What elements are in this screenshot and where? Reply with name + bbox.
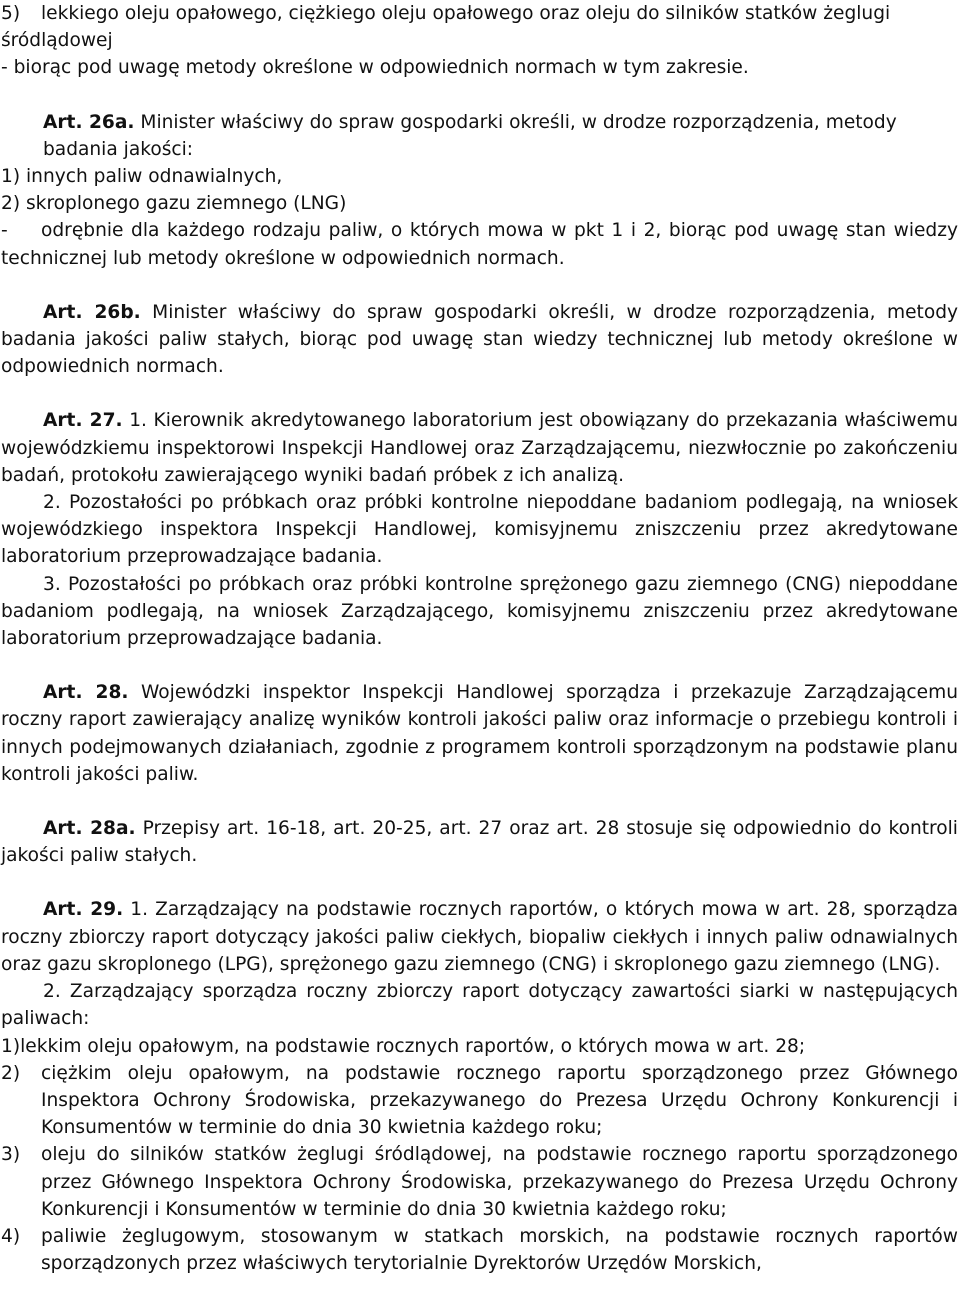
list-number: 3): [1, 1144, 21, 1166]
list-text: paliwie żeglugowym, stosowanym w statkach morskich, na podstawie rocznych raportów sporządzonych przez właściwych terytorialnie Dyrektorów Urzędów Morskich,: [41, 1225, 958, 1275]
article-label: Art. 28.: [43, 682, 129, 704]
list-item: 2) skroplonego gazu ziemnego (LNG): [1, 193, 347, 215]
article-27-para-1: Art. 27. 1. Kierownik akredytowanego laboratorium jest obowiązany do przekazania właściwemu wojewódzkiemu inspektorowi Inspekcji Handlowej oraz Zarządzającemu, niezwłocznie po zakończeniu badań, protokołu zawierającego wyniki badań próbek z ich analizą.: [1, 410, 958, 486]
list-text: oleju do silników statków żeglugi śródlądowej, na podstawie rocznego raportu sporządzonego przez Głównego Inspektora Ochrony Środowiska, przekazywanego do Prezesa Urzędu Ochrony Konkurencji i Konsumentów w terminie do dnia 30 kwietnia każdego roku;: [41, 1144, 958, 1220]
article-text: Minister właściwy do spraw gospodarki określi, w drodze rozporządzenia, metody badania jakości:: [43, 111, 897, 160]
article-26a: [1, 109, 958, 163]
article-text: Minister właściwy do spraw gospodarki określi, w drodze rozporządzenia, metody badania jakości paliw stałych, biorąc pod uwagę stan wiedzy technicznej lub metody określone w odpowiednich normach.: [1, 301, 959, 378]
article-28a: Art. 28a. Przepisy art. 16-18, art. 20-25, art. 27 oraz art. 28 stosuje się odpowiednio do kontroli jakości paliw stałych.: [1, 818, 958, 867]
list-item-1: 1)lekkim oleju opałowym, na podstawie rocznych raportów, o których mowa w art. 28;: [1, 1035, 806, 1057]
list-item-4: [1, 1223, 958, 1277]
article-29-para-1: Art. 29. 1. Zarządzający na podstawie rocznych raportów, o których mowa w art. 28, sporządza roczny zbiorczy raport dotyczący jakości paliw ciekłych, biopaliw ciekłych i innych paliw odnawialnych oraz gazu skroplonego (LPG), sprężonego gazu ziemnego (CNG) i skroplonego gazu ziemnego (LNG).: [1, 899, 958, 975]
article-29-para-2: 2. Zarządzający sporządza roczny zbiorczy raport dotyczący zawartości siarki w następujących paliwach:: [1, 981, 958, 1030]
list-item: 1) innych paliw odnawialnych,: [1, 166, 283, 188]
list-item-5: [1, 0, 958, 27]
article-label: Art. 28a.: [43, 818, 136, 840]
list-line: lekkiego oleju opałowego, ciężkiego oleju opałowego oraz oleju do silników statków żeglugi: [41, 3, 891, 24]
article-label: Art. 26a.: [43, 111, 135, 133]
article-label: Art. 26b.: [43, 301, 141, 323]
list-item-2: [1, 1060, 958, 1142]
list-item-3: [1, 1141, 958, 1223]
article-28: Art. 28. Wojewódzki inspektor Inspekcji Handlowej sporządza i przekazuje Zarządzającemu roczny raport zawierający analizę wyników kontroli jakości paliw oraz informacje o przebiegu kontroli i innych podejmowanych działaniach, zgodnie z programem kontroli sporządzonym na podstawie planu kontroli jakości paliw.: [1, 682, 958, 785]
article-27-para-2: 2. Pozostałości po próbkach oraz próbki kontrolne niepoddane badaniom podlegają, na wniosek wojewódzkiego inspektora Inspekcji Handlowej, komisyjnemu zniszczeniu przez akredytowane laboratorium przeprowadzające badania.: [1, 492, 958, 568]
article-26b: [1, 299, 958, 381]
list-text: ciężkim oleju opałowym, na podstawie rocznego raportu sporządzonego przez Głównego Inspektora Ochrony Środowiska, przekazywanego do Prezesa Urzędu Ochrony Konkurencji i Konsumentów w terminie do dnia 30 kwietnia każdego roku;: [41, 1062, 958, 1139]
list-number: 5): [1, 3, 21, 24]
article-label: Art. 27.: [43, 410, 123, 432]
list-line-continued: śródlądowej: [1, 30, 113, 52]
article-27-para-3: 3. Pozostałości po próbkach oraz próbki kontrolne sprężonego gazu ziemnego (CNG) niepoddane badaniom podlegają, na wniosek Zarządzającego, komisyjnemu zniszczeniu przez akredytowane laboratorium przeprowadzające badania.: [1, 573, 958, 650]
article-label: Art. 29.: [43, 899, 124, 921]
dash-clause: - odrębnie dla każdego rodzaju paliw, o których mowa w pkt 1 i 2, biorąc pod uwagę stan wiedzy technicznej lub metody określone w odpowiednich normach.: [1, 220, 958, 269]
list-number: 2): [1, 1062, 21, 1084]
dash-clause: - biorąc pod uwagę metody określone w odpowiednich normach w tym zakresie.: [1, 57, 749, 79]
list-number: 4): [1, 1225, 21, 1247]
